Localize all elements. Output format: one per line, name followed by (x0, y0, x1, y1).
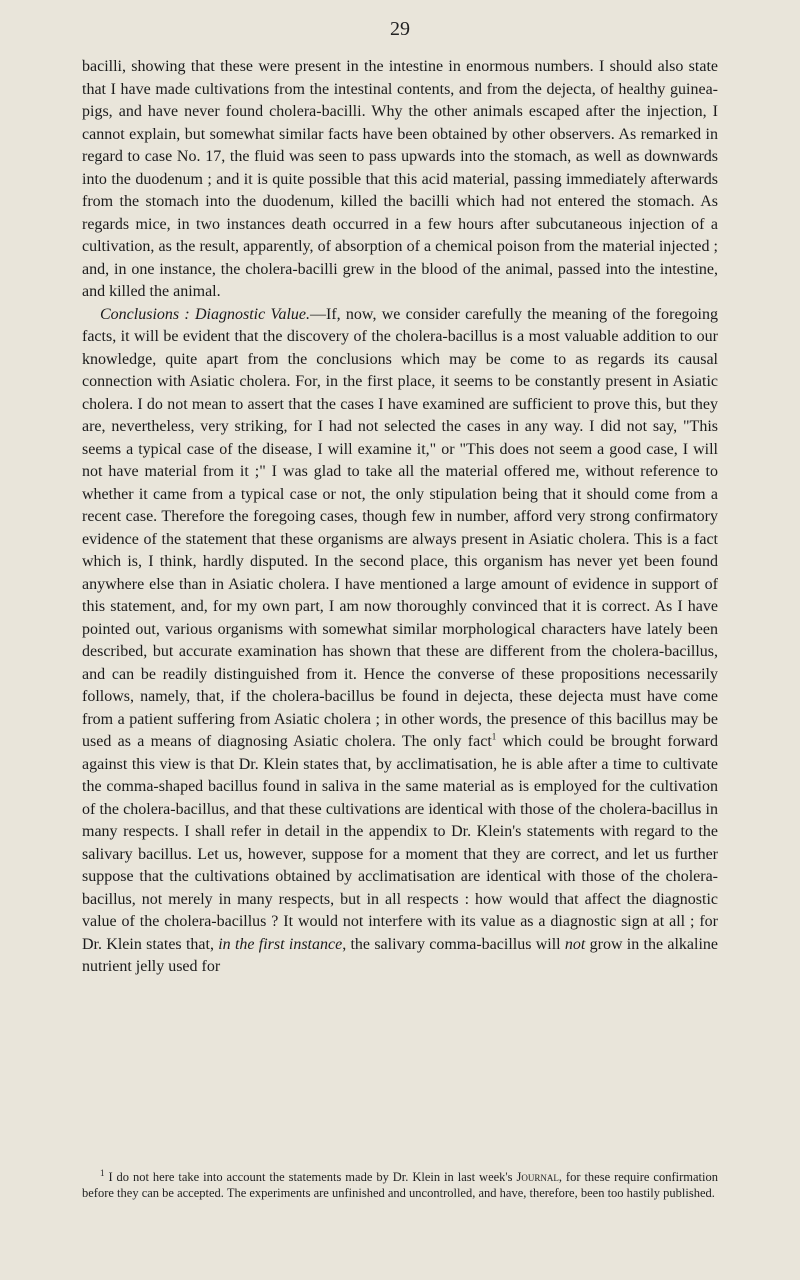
paragraph-2-text-2: which could be brought forward against this view is that Dr. Klein states that, by acclimatisation, he is able after a time to cultivate the comma-shaped bacillus found in saliva in the same material as is employed for the cultivation of the cholera-bacillus, and that these cultivations are identical with those of the cholera-bacillus in many respects. I shall refer in detail in the appendix to Dr. Klein's statements with regard to the salivary bacillus. Let us, however, suppose for a moment that they are correct, and let us further suppose that the cultivations obtained by acclimatisation are identical with those of the cholera-bacillus, not merely in many respects, but in all respects : how would that affect the diagnostic value of the cholera-bacillus ? It would not interfere with its value as a diagnostic sign at all ; for Dr. Klein states that, (82, 733, 719, 953)
emphasis-not: not (564, 935, 586, 953)
paragraph-2-text-3: , the salivary comma-bacillus will (342, 935, 565, 953)
footnote-marker: 1 (100, 1167, 105, 1178)
paragraph-1: bacilli, showing that these were present in the intestine in enormous numbers. I should also state that I have made cultivations from the intestinal contents, and from the dejecta, of healthy guinea-pigs, and have never found cholera-bacilli. Why the other animals escaped after the injection, I cannot explain, but somewhat similar facts have been obtained by other observers. As remarked in regard to case No. 17, the fluid was seen to pass upwards into the stomach, as well as downwards into the duodenum ; and it is quite possible that this acid material, passing immediately afterwards from the stomach into the duodenum, killed the bacilli which had not entered the stomach. As regards mice, in two instances death occurred in a few hours after subcutaneous injection of a cultivation, as the result, apparently, of absorption of a chemical poison from the material injected ; and, in one instance, the cholera-bacilli grew in the blood of the animal, passed into the intestine, and killed the animal. (82, 58, 718, 300)
emphasis-first-instance: in the first instance (218, 935, 343, 953)
footnote-text-2: , for these require confirmation before they can be accepted. The experiments are unfinished and uncontrolled, and have, therefore, been too hastily published. (82, 1170, 718, 1200)
footnote-reference: 1 (491, 731, 497, 742)
footnote-journal: Journal (516, 1170, 559, 1184)
paragraph-2-text-4: grow in the alkaline nutrient jelly used for (82, 935, 719, 975)
page-number: 29 (390, 18, 410, 40)
body-text (82, 56, 718, 979)
section-heading: Conclusions : Diagnostic Value. (100, 305, 311, 323)
paragraph-2 (82, 304, 718, 979)
footnotes (82, 1167, 718, 1201)
footnote-text-1: I do not here take into account the statements made by Dr. Klein in last week's (104, 1170, 517, 1184)
paragraph-2-text-1: —If, now, we consider carefully the meaning of the foregoing facts, it will be evident that the discovery of the cholera-bacillus is a most valuable addition to our knowledge, quite apart from the conclusions which may be come to as regards its causal connection with Asiatic cholera. For, in the first place, it seems to be constantly present in Asiatic cholera. I do not mean to assert that the cases I have examined are sufficient to prove this, but they are, nevertheless, very striking, for I had not selected the cases in any way. I did not say, "This seems a typical case of the disease, I will examine it," or "This does not seem a good case, I will not have material from it ;" I was glad to take all the material offered me, without reference to whether it came from a typical case or not, the only stipulation being that it should come from a recent case. Therefore the foregoing cases, though few in number, afford very strong confirmatory evidence of the statement that these organisms are always present in Asiatic cholera. This is a fact which is, I think, hardly disputed. In the second place, this organism has never yet been found anywhere else than in Asiatic cholera. I have mentioned a large amount of evidence in support of this statement, and, for my own part, I am now thoroughly convinced that it is correct. As I have pointed out, various organisms with somewhat similar morphological characters have lately been described, but accurate examination has shown that these are different from the cholera-bacillus, and can be readily distinguished from it. Hence the converse of these propositions necessarily follows, namely, that, if the cholera-bacillus be found in dejecta, these dejecta must have come from a patient suffering from Asiatic cholera ; in other words, the presence of this bacillus may be used as a means of diagnosing Asiatic cholera. The only fact (82, 305, 718, 750)
footnote-1 (82, 1167, 718, 1201)
